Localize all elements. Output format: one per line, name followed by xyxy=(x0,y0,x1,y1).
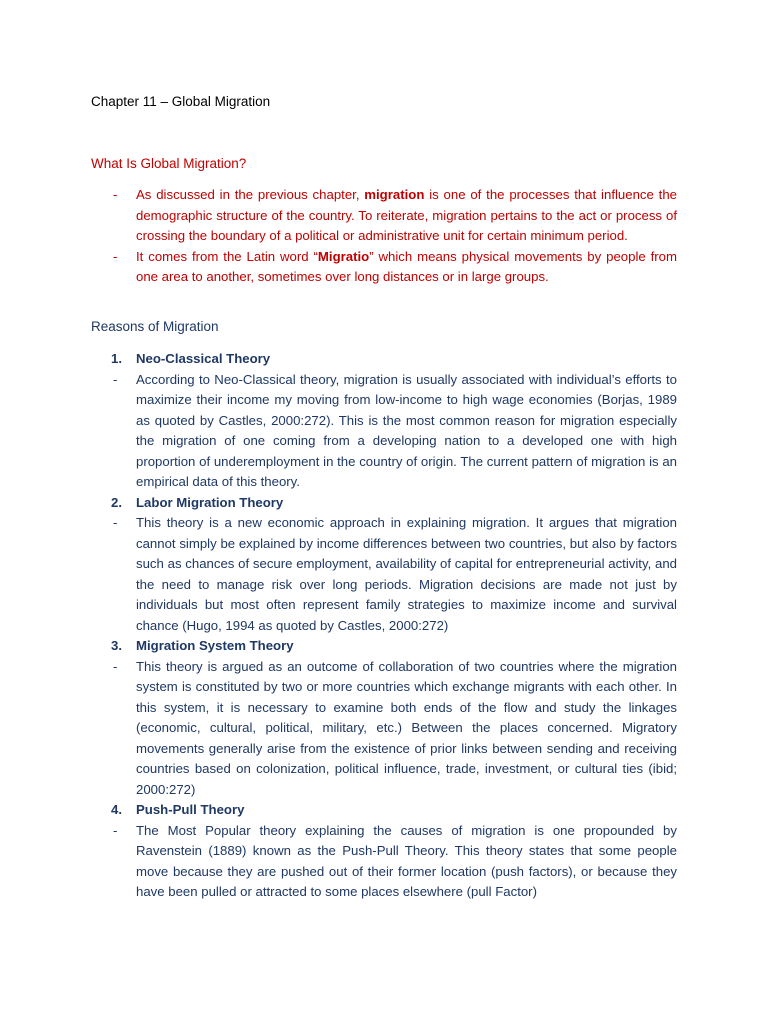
section-heading-global-migration: What Is Global Migration? xyxy=(91,156,247,171)
bullet-text-pre: It comes from the Latin word “ xyxy=(136,248,318,264)
bullet-latin-origin xyxy=(91,247,677,288)
bullet-dash: - xyxy=(113,822,118,838)
theory-item-migration-system xyxy=(91,636,677,800)
theory-name: Migration System Theory xyxy=(136,638,294,653)
bullet-dash: - xyxy=(113,515,118,530)
theory-description xyxy=(91,821,677,903)
bullet-text-post: ” which means physical movements by people from one area to another, sometimes over long distances or in large groups. xyxy=(136,248,677,284)
bullet-text-bold: migration xyxy=(364,187,425,202)
theory-heading xyxy=(91,800,677,821)
theory-heading xyxy=(91,636,677,657)
theory-text: This theory is argued as an outcome of collaboration of two countries where the migration system is constituted by two or more countries which exchange migrants with each other. In this system, it is necessary to examine both ends of the flow and study the linkages (economic, cultural, political, military, etc.) Between the places concerned. Migratory movements generally arise from the existence of prior links between sending and receiving countries based on colonization, political influence, trade, investment, or cultural ties (ibid; 2000:272) xyxy=(136,658,677,797)
theory-number: 4. xyxy=(111,802,122,817)
theory-text: According to Neo-Classical theory, migration is usually associated with individual’s efforts to maximize their income my moving from low-income to high wage economies (Borjas, 1989 as quoted by Castles, 2000:272). This is the most common reason for migration especially the migration of one coming from a developing nation to a developed one with high proportion of underemployment in the country of origin. The current pattern of migration is an empirical data of this theory. xyxy=(136,371,677,489)
theory-description xyxy=(91,370,677,493)
bullet-dash: - xyxy=(113,187,118,202)
theory-description xyxy=(91,657,677,801)
theory-item-neo-classical xyxy=(91,349,677,493)
bullet-text-bold: Migratio xyxy=(317,248,370,264)
bullet-dash: - xyxy=(113,248,118,264)
global-migration-bullets xyxy=(91,185,677,288)
section-heading-reasons: Reasons of Migration xyxy=(91,319,219,334)
theory-item-labor-migration xyxy=(91,493,677,637)
bullet-dash: - xyxy=(113,658,118,674)
bullet-migration-definition xyxy=(91,185,677,247)
bullet-text-pre: As discussed in the previous chapter, xyxy=(136,187,365,202)
theory-number: 3. xyxy=(111,638,122,653)
theory-description xyxy=(91,513,677,636)
theory-heading xyxy=(91,349,677,370)
theory-text: This theory is a new economic approach in explaining migration. It argues that migration cannot simply be explained by income differences between two countries, but also by factors such as chances of secure employment, availability of capital for entrepreneurial activity, and the need to manage risk over long periods. Migration decisions are made not just by individuals but most often represent family strategies to maximize income and survival chance (Hugo, 1994 as quoted by Castles, 2000:272) xyxy=(136,515,677,633)
chapter-title: Chapter 11 – Global Migration xyxy=(91,94,271,109)
theory-name: Push-Pull Theory xyxy=(136,802,245,817)
theory-name: Neo-Classical Theory xyxy=(136,351,271,366)
theory-name: Labor Migration Theory xyxy=(136,494,284,510)
theory-text: The Most Popular theory explaining the causes of migration is one propounded by Ravenstein (1889) known as the Push-Pull Theory. This theory states that some people move because they are pushed out of their former location (push factors), or because they have been pulled or attracted to some places elsewhere (pull Factor) xyxy=(136,822,677,899)
theory-number: 1. xyxy=(111,351,122,366)
bullet-dash: - xyxy=(113,371,118,387)
bullet-text-post: is one of the processes that influence the demographic structure of the country. To reiterate, migration pertains to the act or process of crossing the boundary of a political or administrative unit for certain minimum period. xyxy=(136,187,677,243)
theory-heading xyxy=(91,493,677,514)
theory-item-push-pull xyxy=(91,800,677,903)
theory-number: 2. xyxy=(111,494,122,510)
theories-list xyxy=(91,349,677,903)
